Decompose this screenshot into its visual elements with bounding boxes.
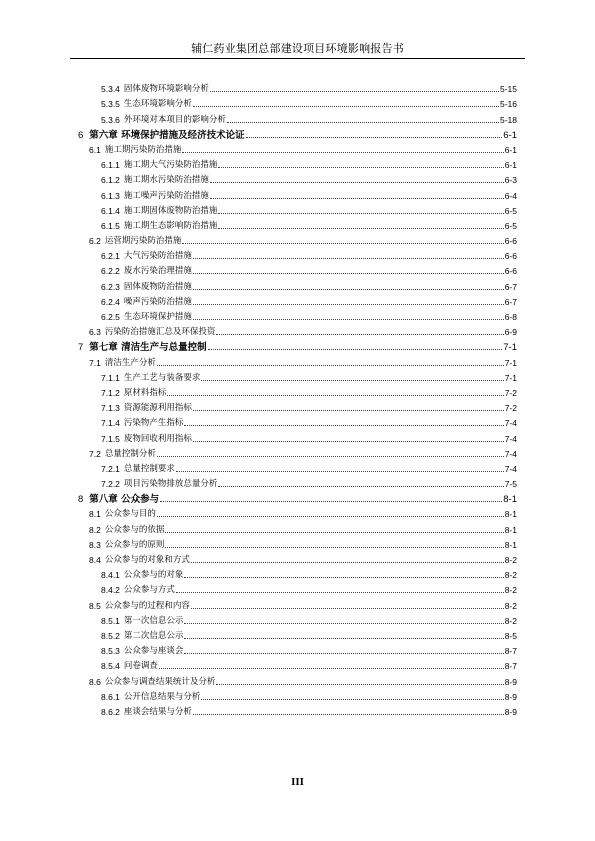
toc-entry-number: 8.6.1 <box>101 691 120 702</box>
toc-dot-leader <box>191 562 504 563</box>
toc-entry-number: 8.2 <box>89 524 101 535</box>
toc-entry[interactable] <box>0 95 517 110</box>
toc-entry[interactable] <box>0 156 517 171</box>
toc-entry-number: 7 <box>78 342 84 354</box>
toc-dot-leader <box>184 577 503 578</box>
toc-entry-page: 8-2 <box>504 585 517 596</box>
toc-entry-title: 施工期污染防治措施 <box>104 144 182 155</box>
toc-entry-number: 8.6 <box>89 676 101 687</box>
toc-entry[interactable] <box>0 126 517 141</box>
toc-entry-title: 固体废物防治措施 <box>123 281 192 292</box>
toc-entry-page: 6-9 <box>504 327 517 338</box>
toc-entry-page: 6-8 <box>504 312 517 322</box>
toc-entry[interactable] <box>0 141 517 156</box>
toc-entry-number: 8.1 <box>89 509 101 520</box>
toc-entry-page: 7-4 <box>504 448 517 459</box>
toc-dot-leader <box>176 592 504 593</box>
toc-entry-page: 5-18 <box>499 114 517 125</box>
toc-entry[interactable] <box>0 536 517 551</box>
toc-dot-leader <box>210 91 499 92</box>
toc-entry-title: 污染物产生指标 <box>123 418 184 429</box>
toc-entry-page: 7-5 <box>504 479 517 490</box>
toc-entry-page: 7-4 <box>504 463 517 474</box>
toc-entry-number: 6.1 <box>89 144 101 155</box>
toc-entry-number: 5.3.4 <box>101 84 120 95</box>
toc-entry-title: 运营期污染防治措施 <box>104 236 182 247</box>
toc-entry-number: 6.2.4 <box>101 296 120 307</box>
toc-entry-number: 6.2.2 <box>101 266 120 277</box>
toc-entry-page: 8-2 <box>504 600 517 611</box>
toc-dot-leader <box>157 516 504 517</box>
toc-entry-page: 7-2 <box>504 387 517 398</box>
toc-entry[interactable] <box>0 217 517 232</box>
toc-entry[interactable] <box>0 338 517 353</box>
header-rule <box>70 58 525 59</box>
toc-entry-title: 污染防治措施汇总及环保投资 <box>104 327 216 338</box>
toc-entry-page: 7-4 <box>504 418 517 429</box>
toc-entry-title: 第七章 清洁生产与总量控制 <box>89 342 207 354</box>
toc-entry-page: 6-1 <box>504 144 517 155</box>
toc-entry-title: 固体废物环境影响分析 <box>123 84 209 95</box>
toc-dot-leader <box>218 167 503 168</box>
toc-entry-number: 7.2.2 <box>101 479 120 490</box>
toc-entry-title: 公众参与调查结果统计及分析 <box>104 676 216 687</box>
toc-entry-number: 7.1.3 <box>101 403 120 414</box>
toc-entry[interactable] <box>0 308 517 323</box>
toc-entry[interactable] <box>0 110 517 125</box>
toc-dot-leader <box>160 501 502 502</box>
toc-entry-number: 7.1.1 <box>101 372 120 383</box>
toc-entry-page: 6-6 <box>504 266 517 277</box>
toc-entry-title: 公众参与的依据 <box>104 524 165 535</box>
toc-entry-number: 6.2.1 <box>101 251 120 262</box>
toc-entry[interactable] <box>0 353 517 368</box>
toc-entry-number: 7.1.2 <box>101 387 120 398</box>
toc-entry-page: 6-5 <box>504 220 517 231</box>
toc-entry-title: 施工期固体废物防治措施 <box>123 205 218 216</box>
toc-dot-leader <box>193 441 504 442</box>
toc-entry-number: 6.1.4 <box>101 205 120 216</box>
toc-entry-title: 总量控制要求 <box>123 463 175 474</box>
toc-entry-title: 公众参与的对象 <box>123 570 184 581</box>
page-number: III <box>291 776 304 788</box>
toc-dot-leader <box>176 471 504 472</box>
toc-entry[interactable] <box>0 186 517 201</box>
toc-entry-number: 8.5.4 <box>101 661 120 672</box>
toc-entry[interactable] <box>0 171 517 186</box>
toc-entry-number: 6.1.1 <box>101 160 120 171</box>
toc-entry[interactable] <box>0 490 517 505</box>
toc-entry[interactable] <box>0 399 517 414</box>
toc-entry-number: 8.3 <box>89 539 101 550</box>
toc-entry-title: 施工期水污染防治措施 <box>123 175 209 186</box>
toc-dot-leader <box>165 547 503 548</box>
toc-dot-leader <box>193 714 504 715</box>
toc-entry-page: 7-4 <box>504 433 517 444</box>
toc-entry-number: 5.3.6 <box>101 114 120 125</box>
toc-entry-number: 6.1.3 <box>101 190 120 201</box>
toc-entry[interactable] <box>0 596 517 611</box>
toc-entry[interactable] <box>0 460 517 475</box>
toc-dot-leader <box>216 684 503 685</box>
toc-entry-number: 7.2 <box>89 448 101 459</box>
toc-entry[interactable] <box>0 657 517 672</box>
toc-entry-number: 8.4 <box>89 555 101 565</box>
toc-entry-page: 8-1 <box>504 524 517 535</box>
toc-dot-leader <box>193 289 504 290</box>
toc-entry-title: 大气污染防治措施 <box>123 251 192 262</box>
toc-dot-leader <box>184 653 503 654</box>
toc-dot-leader <box>193 106 499 107</box>
toc-entry-title: 施工期大气污染防治措施 <box>123 160 218 171</box>
toc-dot-leader <box>193 410 504 411</box>
toc-entry-page: 6-1 <box>503 129 517 141</box>
toc-entry[interactable] <box>0 293 517 308</box>
toc-entry-title: 生态环境影响分析 <box>123 99 192 110</box>
toc-dot-leader <box>182 152 503 153</box>
toc-entry-title: 第八章 公众参与 <box>89 494 160 506</box>
toc-entry-number: 8.6.2 <box>101 706 120 717</box>
toc-entry-number: 8 <box>78 494 84 506</box>
toc-entry-number: 7.1 <box>89 357 101 368</box>
toc-entry[interactable] <box>0 703 517 718</box>
toc-entry-number: 7.2.1 <box>101 463 120 474</box>
toc-dot-leader <box>201 380 503 381</box>
toc-entry-title: 噪声污染防治措施 <box>123 296 192 307</box>
toc-entry-page: 8-9 <box>504 706 517 717</box>
toc-dot-leader <box>157 456 504 457</box>
toc-entry[interactable] <box>0 581 517 596</box>
toc-entry[interactable] <box>0 429 517 444</box>
running-header: 辅仁药业集团总部建设项目环境影响报告书 <box>191 42 404 55</box>
toc-dot-leader <box>216 334 503 335</box>
toc-entry-number: 6.2 <box>89 236 101 247</box>
toc-dot-leader <box>193 319 504 320</box>
toc-entry-title: 废水污染治理措施 <box>123 266 192 277</box>
toc-entry-number: 8.5.1 <box>101 615 120 626</box>
toc-dot-leader <box>191 608 504 609</box>
toc-entry-number: 6 <box>78 129 84 141</box>
toc-entry-page: 6-1 <box>504 160 517 171</box>
toc-entry-title: 资源能源利用指标 <box>123 403 192 414</box>
toc-entry-number: 7.1.5 <box>101 433 120 444</box>
toc-entry-page: 8-2 <box>504 555 517 565</box>
toc-entry-number: 6.1.2 <box>101 175 120 186</box>
toc-entry-title: 项目污染物排放总量分析 <box>123 479 218 490</box>
toc-dot-leader <box>165 532 503 533</box>
toc-dot-leader <box>246 137 503 138</box>
toc-entry-number: 8.5.2 <box>101 630 120 641</box>
toc-entry-title: 施工噪声污染防治措施 <box>123 190 209 201</box>
toc-entry-number: 6.3 <box>89 327 101 338</box>
toc-entry-page: 6-7 <box>504 281 517 292</box>
toc-dot-leader <box>210 198 504 199</box>
toc-entry[interactable] <box>0 277 517 292</box>
toc-entry-page: 8-2 <box>504 615 517 626</box>
toc-dot-leader <box>218 213 503 214</box>
toc-entry[interactable] <box>0 414 517 429</box>
toc-entry-title: 第二次信息公示 <box>123 630 184 641</box>
toc-dot-leader <box>182 243 503 244</box>
toc-dot-leader <box>184 425 503 426</box>
toc-entry-title: 施工期生态影响防治措施 <box>123 220 218 231</box>
toc-entry-title: 清洁生产分析 <box>104 357 156 368</box>
toc-entry-title: 公众参与目的 <box>104 509 156 520</box>
toc-entry-page: 7-1 <box>504 357 517 368</box>
toc-dot-leader <box>218 486 503 487</box>
toc-entry[interactable] <box>0 566 517 581</box>
toc-entry-page: 8-2 <box>504 570 517 581</box>
toc-entry[interactable] <box>0 202 517 217</box>
toc-entry-page: 8-9 <box>504 691 517 702</box>
toc-entry[interactable] <box>0 384 517 399</box>
toc-entry-title: 生产工艺与装备要求 <box>123 372 201 383</box>
toc-entry-page: 8-7 <box>504 646 517 657</box>
toc-entry[interactable] <box>0 475 517 490</box>
toc-dot-leader <box>167 395 503 396</box>
toc-entry[interactable] <box>0 627 517 642</box>
toc-entry-page: 8-1 <box>504 539 517 550</box>
toc-dot-leader <box>184 638 503 639</box>
toc-entry-page: 6-7 <box>504 296 517 307</box>
toc-dot-leader <box>157 365 504 366</box>
toc-entry-title: 座谈会结果与分析 <box>123 706 192 717</box>
toc-entry-title: 第一次信息公示 <box>123 615 184 626</box>
toc-entry-title: 总量控制分析 <box>104 448 156 459</box>
toc-entry-title: 问卷调查 <box>123 661 158 672</box>
toc-entry-page: 6-3 <box>504 175 517 186</box>
toc-entry-title: 原材料指标 <box>123 387 167 398</box>
toc-entry-title: 公众参与的对象和方式 <box>104 555 190 565</box>
toc-entry-page: 6-6 <box>504 251 517 262</box>
toc-entry-page: 8-5 <box>504 630 517 641</box>
toc-entry[interactable] <box>0 642 517 657</box>
toc-dot-leader <box>193 304 504 305</box>
toc-entry-title: 外环境对本项目的影响分析 <box>123 114 226 125</box>
toc-entry[interactable] <box>0 445 517 460</box>
toc-entry-title: 公众参与的过程和内容 <box>104 600 190 611</box>
toc-entry-title: 第六章 环境保护措施及经济技术论证 <box>89 129 245 141</box>
toc-entry-page: 7-2 <box>504 403 517 414</box>
toc-dot-leader <box>210 182 504 183</box>
toc-entry-title: 废物回收利用指标 <box>123 433 192 444</box>
toc-entry[interactable] <box>0 672 517 687</box>
toc-entry[interactable] <box>0 262 517 277</box>
toc-entry-page: 7-1 <box>503 342 517 354</box>
toc-entry-page: 8-7 <box>504 661 517 672</box>
toc-entry-number: 6.2.5 <box>101 312 120 322</box>
toc-entry-title: 生态环境保护措施 <box>123 312 192 322</box>
toc-entry[interactable] <box>0 612 517 627</box>
table-of-contents <box>0 80 595 718</box>
toc-dot-leader <box>184 623 503 624</box>
toc-entry[interactable] <box>0 369 517 384</box>
toc-entry-title: 公开信息结果与分析 <box>123 691 201 702</box>
toc-entry[interactable] <box>0 551 517 566</box>
toc-entry-number: 8.4.2 <box>101 585 120 596</box>
toc-entry-number: 6.2.3 <box>101 281 120 292</box>
toc-dot-leader <box>159 668 504 669</box>
toc-dot-leader <box>193 273 504 274</box>
toc-entry-number: 8.5.3 <box>101 646 120 657</box>
toc-entry[interactable] <box>0 232 517 247</box>
toc-entry[interactable] <box>0 323 517 338</box>
toc-entry-number: 8.5 <box>89 600 101 611</box>
toc-entry-number: 6.1.5 <box>101 220 120 231</box>
toc-entry-page: 6-6 <box>504 236 517 247</box>
toc-entry-number: 5.3.5 <box>101 99 120 110</box>
toc-entry-page: 8-1 <box>503 494 517 506</box>
toc-entry-page: 7-1 <box>504 372 517 383</box>
toc-dot-leader <box>208 349 503 350</box>
toc-entry-number: 8.4.1 <box>101 570 120 581</box>
toc-entry-title: 公众参与座谈会 <box>123 646 184 657</box>
toc-entry-page: 6-4 <box>504 190 517 201</box>
toc-entry-page: 8-9 <box>504 676 517 687</box>
toc-entry[interactable] <box>0 520 517 535</box>
toc-dot-leader <box>193 258 504 259</box>
toc-dot-leader <box>218 228 503 229</box>
toc-entry-page: 8-1 <box>504 509 517 520</box>
toc-entry-page: 6-5 <box>504 205 517 216</box>
toc-entry-title: 公众参与的原则 <box>104 539 165 550</box>
toc-entry-title: 公众参与方式 <box>123 585 175 596</box>
toc-entry[interactable] <box>0 247 517 262</box>
toc-dot-leader <box>227 122 499 123</box>
toc-entry-number: 7.1.4 <box>101 418 120 429</box>
toc-entry[interactable] <box>0 688 517 703</box>
toc-entry-page: 5-16 <box>499 99 517 110</box>
toc-entry-page: 5-15 <box>499 84 517 95</box>
toc-entry[interactable] <box>0 505 517 520</box>
toc-entry[interactable] <box>0 80 517 95</box>
toc-dot-leader <box>201 699 503 700</box>
